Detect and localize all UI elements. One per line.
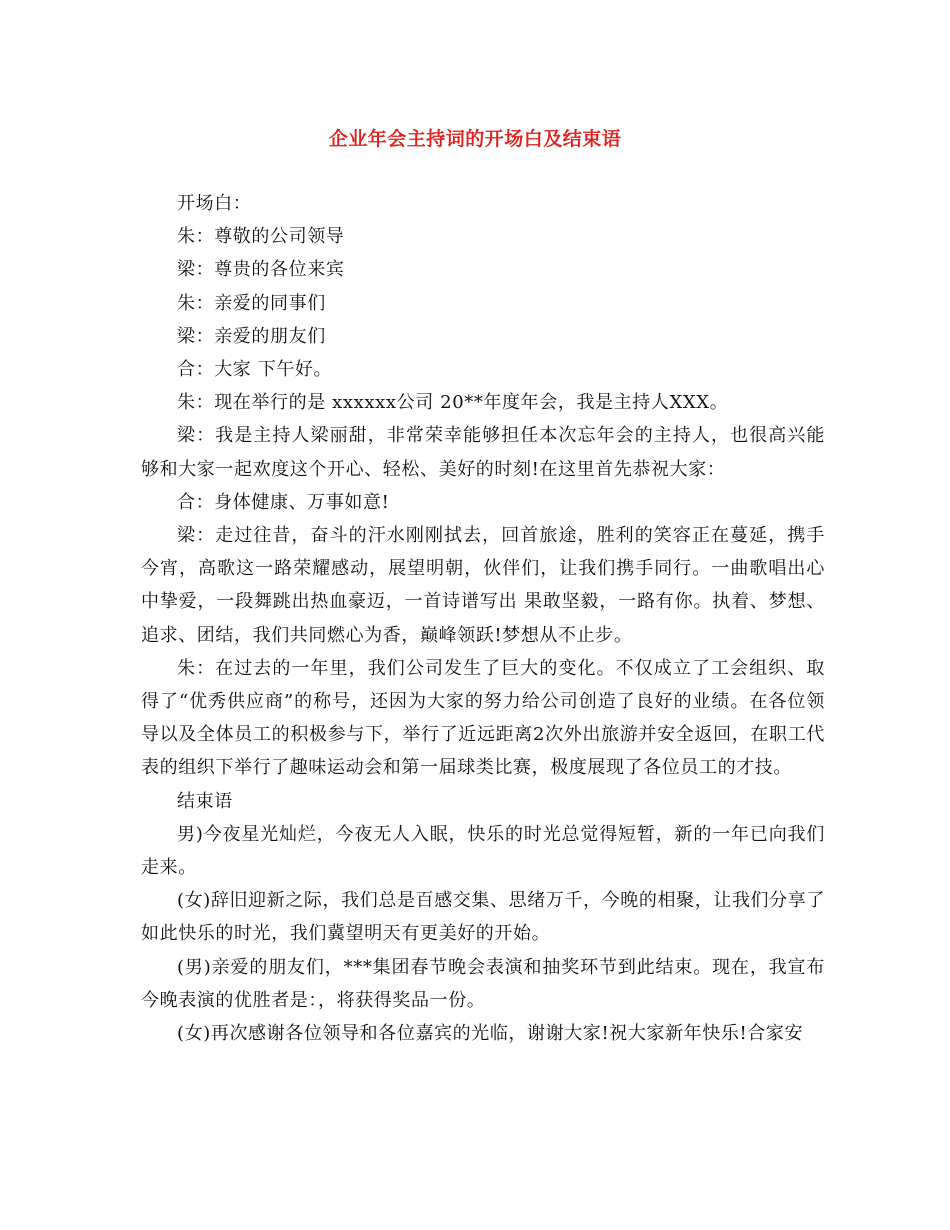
paragraph-line: 朱：尊敬的公司领导 xyxy=(177,226,345,248)
paragraph-line: 梁：我是主持人梁丽甜，非常荣幸能够担任本次忘年会的主持人，也很高兴能够和大家一起欢度这个开心、轻松、美好的时刻!在这里首先恭祝大家： xyxy=(141,425,825,480)
paragraph-line: 梁：走过往昔，奋斗的汗水刚刚拭去，回首旅途，胜利的笑容正在蔓延，携手今宵，高歌这一路荣耀感动，展望明朝，伙伴们，让我们携手同行。一曲歌唱出心中挚爱，一段舞跳出热血豪迈，一首诗谱写出 果敢坚毅，一路有你。执着、梦想、追求、团结，我们共同燃心为香，巅峰领跃!梦想从不止步。 xyxy=(141,525,825,646)
paragraph-opening-heading: 开场白： xyxy=(177,193,252,214)
paragraph-line: 梁：亲爱的朋友们 xyxy=(177,325,326,347)
document-body xyxy=(141,187,825,1050)
paragraph-line: 朱：现在举行的是 xxxxxx公司 20**年度年会，我是主持人XXX。 xyxy=(177,392,729,414)
paragraph-line: (女)辞旧迎新之际，我们总是百感交集、思绪万千，今晚的相聚，让我们分享了如此快乐的时光，我们冀望明天有更美好的开始。 xyxy=(141,890,825,945)
paragraph-line: 梁：尊贵的各位来宾 xyxy=(177,259,345,281)
document-title: 企业年会主持词的开场白及结束语 xyxy=(328,128,622,150)
paragraph-line: (男)亲爱的朋友们，***集团春节晚会表演和抽奖环节到此结束。现在，我宣布今晚表演的优胜者是：，将获得奖品一份。 xyxy=(141,956,825,1011)
paragraph-line: 男)今夜星光灿烂，今夜无人入眠，快乐的时光总觉得短暂，新的一年已向我们走来。 xyxy=(141,823,825,879)
paragraph-line: 合：身体健康、万事如意! xyxy=(177,491,390,513)
paragraph-line: (女)再次感谢各位领导和各位嘉宾的光临，谢谢大家!祝大家新年快乐!合家安 xyxy=(177,1023,804,1045)
paragraph-closing-heading: 结束语 xyxy=(177,790,233,812)
paragraph-line: 朱：在过去的一年里，我们公司发生了巨大的变化。不仅成立了工会组织、取得了“优秀供应商”的称号，还因为大家的努力给公司创造了良好的业绩。在各位领导以及全体员工的积极参与下，举行了近远距离2次外出旅游并安全返回，在职工代表的组织下举行了趣味运动会和第一届球类比赛，极度展现了各位员工的才技。 xyxy=(141,657,825,779)
paragraph-line: 朱：亲爱的同事们 xyxy=(177,292,326,314)
paragraph-line: 合：大家 下午好。 xyxy=(177,359,333,381)
